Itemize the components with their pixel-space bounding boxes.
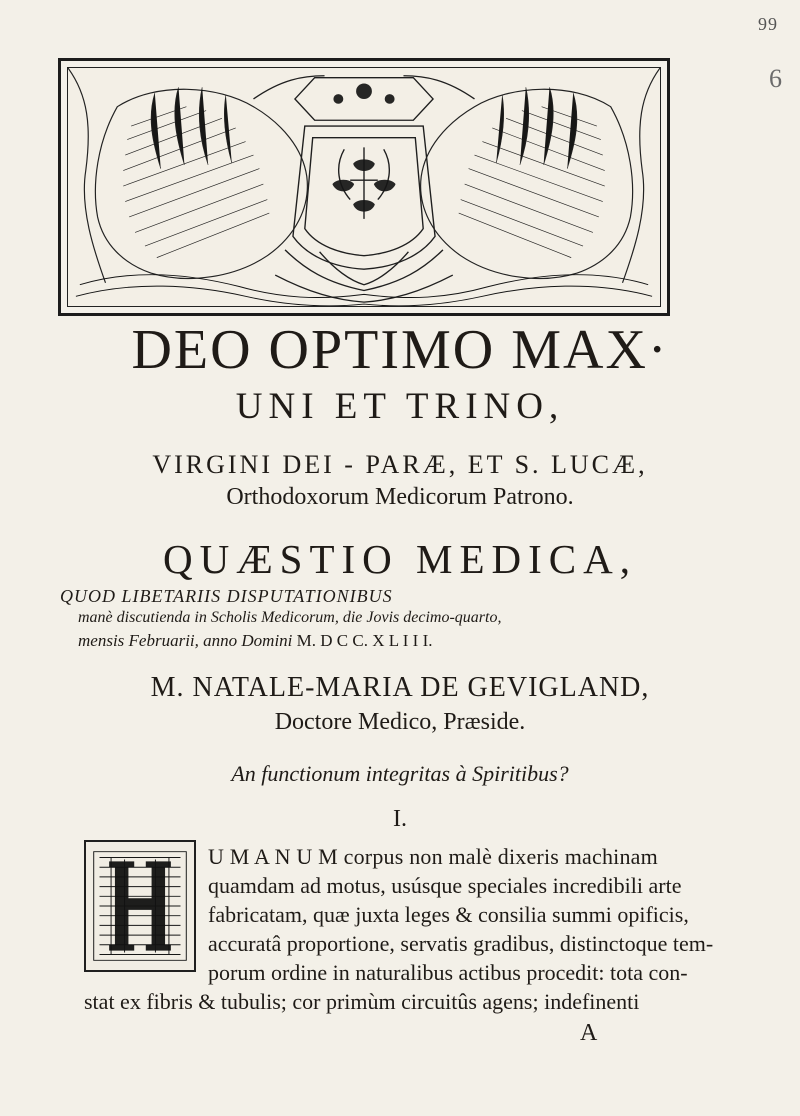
disputation-date-italic: mensis Februarii, anno Domini [78,631,293,650]
body-text-line: stat ex fibris & tubulis; cor primùm circuitûs agens; indefinenti [84,989,640,1014]
body-text-line: quamdam ad motus, usúsque speciales incredibili arte [208,873,682,898]
royal-arms-headpiece [58,58,670,316]
body-text-line: porum ordine in naturalibus actibus procedit: tota con- [208,960,688,985]
royal-coat-of-arms-icon [68,68,660,306]
body-text-line: fabricatam, quæ juxta leges & consilia summi opificis, [208,902,689,927]
disputation-date-roman: M. D C C. X L I I I. [296,631,433,650]
title-line-2: UNI ET TRINO, [235,386,565,427]
author-name: M. NATALE-MARIA DE GEVIGLAND, [150,672,650,703]
ornamental-drop-cap-h-icon [86,842,194,970]
catchword: A [580,1020,598,1046]
headpiece-frame [67,67,661,307]
folio-number: 99 [758,14,778,34]
disputation-line-2: manè discutienda in Scholis Medicorum, die Jovis decimo-quarto, [78,609,502,626]
medical-question: An functionum integritas à Spiritibus? [231,761,569,786]
disputation-line-3 [78,631,432,651]
quaestio-heading: QUÆSTIO MEDICA, [163,536,637,582]
body-text-line: accuratâ proportione, servatis gradibus, distinctoque tem- [208,931,714,956]
title-line-1: DEO OPTIMO MAX· [131,319,669,381]
disputation-line-1: QUOD LIBETARIIS DISPUTATIONIBUS [60,586,393,606]
author-role: Doctore Medico, Præside. [274,709,526,735]
body-text-line: U M A N U M corpus non malè dixeris machinam [208,844,658,869]
margin-handwritten-mark: 6 [769,64,782,93]
dedication-line-1: VIRGINI DEI - PARÆ, ET S. LUCÆ, [152,450,648,479]
dedication-line-2: Orthodoxorum Medicorum Patrono. [226,484,574,510]
drop-cap-ornament [84,840,196,972]
article-number: I. [393,806,407,832]
